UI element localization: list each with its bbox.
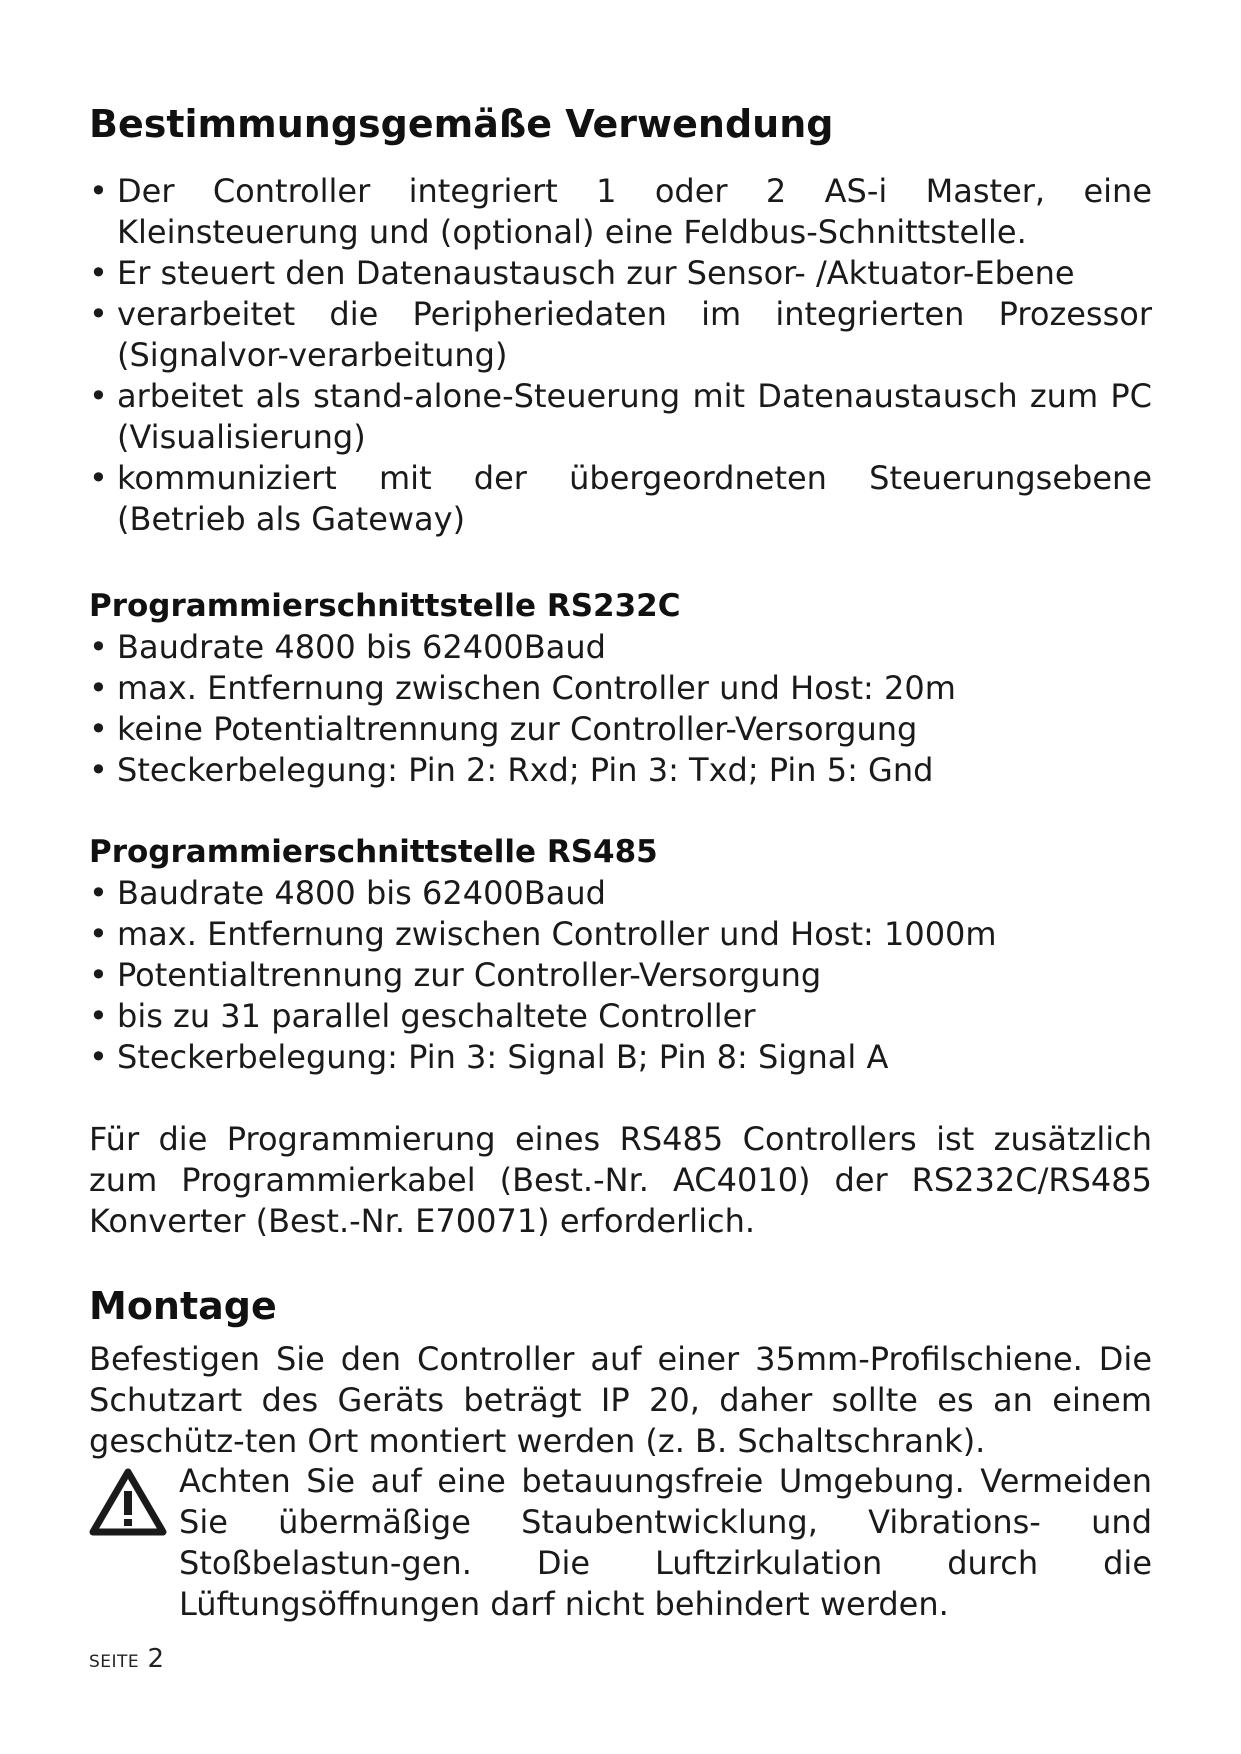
warning-text: Achten Sie auf eine betauungsfreie Umgebung. Vermeiden Sie übermäßige Staubentwicklung, Vibrations- und Stoßbelastun-gen. Die Luftzirkulation durch die Lüftungsöffnungen darf nicht behindert werden. [179,1462,1152,1623]
section-heading-rs232c: Programmierschnittstelle RS232C [89,588,681,624]
list-item: • keine Potentialtrennung zur Controller-Versorgung [89,710,918,748]
page-number: 2 [147,1644,164,1674]
list-item: • max. Entfernung zwischen Controller und Host: 1000m [89,915,997,953]
rs485-list [89,873,1152,1078]
section-heading-verwendung: Bestimmungsgemäße Verwendung [89,102,834,146]
bullet-icon: • [89,915,108,953]
list-item: • Der Controller integriert 1 oder 2 AS-i Master, eine Kleinsteuerung und (optional) eine Feldbus-Schnittstelle. [89,172,1152,251]
bullet-icon: • [89,874,108,912]
verwendung-list [89,171,1152,540]
bullet-icon: • [89,254,108,292]
list-item: • Er steuert den Datenaustausch zur Sensor- /Aktuator-Ebene [89,254,1075,292]
bullet-icon: • [89,956,108,994]
list-item: • max. Entfernung zwischen Controller und Host: 20m [89,669,956,707]
list-item: • Baudrate 4800 bis 62400Baud [89,628,606,666]
list-item: • Steckerbelegung: Pin 2: Rxd; Pin 3: Txd; Pin 5: Gnd [89,751,934,789]
list-item: • kommuniziert mit der übergeordneten Steuerungsebene (Betrieb als Gateway) [89,459,1152,538]
list-item: • verarbeitet die Peripheriedaten im integrierten Prozessor (Signalvor-verarbeitung) [89,295,1152,374]
bullet-icon: • [89,459,108,497]
warning-triangle-icon [89,1461,179,1625]
bullet-icon: • [89,628,108,666]
section-heading-rs485: Programmierschnittstelle RS485 [89,834,658,870]
list-item: • arbeitet als stand-alone-Steuerung mit Datenaustausch zum PC (Visualisierung) [89,377,1152,456]
bullet-icon: • [89,997,108,1035]
page-label: SEITE [89,1652,140,1672]
page-footer [89,1643,164,1678]
rs485-note: Für die Programmierung eines RS485 Controllers ist zusätzlich zum Programmierkabel (Best.-Nr. AC4010) der RS232C/RS485 Konverter (Best.-Nr. E70071) erforderlich. [89,1120,1152,1240]
bullet-icon: • [89,1038,108,1076]
bullet-icon: • [89,710,108,748]
list-item: • Baudrate 4800 bis 62400Baud [89,874,606,912]
bullet-icon: • [89,751,108,789]
bullet-icon: • [89,295,108,333]
section-heading-montage: Montage [89,1284,277,1328]
list-item: • bis zu 31 parallel geschaltete Controller [89,997,756,1035]
list-item: • Potentialtrennung zur Controller-Versorgung [89,956,822,994]
bullet-icon: • [89,172,108,210]
list-item: • Steckerbelegung: Pin 3: Signal B; Pin 8: Signal A [89,1038,889,1076]
bullet-icon: • [89,669,108,707]
montage-text: Befestigen Sie den Controller auf einer 35mm-Profilschiene. Die Schutzart des Geräts beträgt IP 20, daher sollte es an einem geschütz-ten Ort montiert werden (z. B. Schaltschrank). [89,1340,1152,1460]
bullet-icon: • [89,377,108,415]
warning-block [89,1461,1152,1625]
rs232c-list [89,627,1152,791]
